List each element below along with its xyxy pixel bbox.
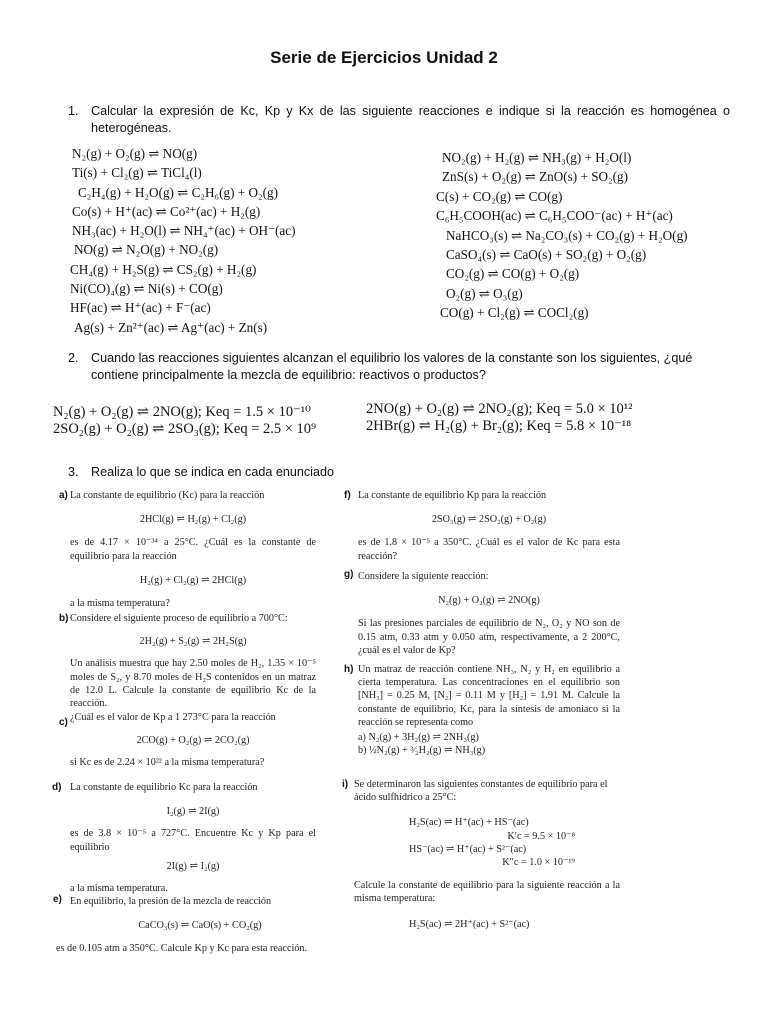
exercise-label: i) — [342, 779, 349, 790]
exercise-text: es de 1.8 × 10⁻⁵ a 350°C. ¿Cuál es el valor de Kc para esta reacción? — [358, 537, 620, 562]
question-3 — [68, 464, 468, 481]
exercise-g — [344, 569, 620, 657]
exercise-d — [52, 781, 316, 895]
exercise-equation: b) ½N₂(g) + ³⁄₂H₂(g) ⇌ NH₃(g) — [358, 745, 486, 757]
reaction: Ti(s) + Cl₂(g) ⇌ TiCl₄(l) — [72, 165, 202, 181]
reaction: NaHCO₃(s) ⇌ Na₂CO₃(s) + CO₂(g) + H₂O(g) — [446, 227, 688, 243]
reaction: C₂H₄(g) + H₂O(g) ⇌ C₂H₆(g) + O₂(g) — [78, 184, 279, 200]
reaction: NH₃(ac) + H₂O(l) ⇌ NH₄⁺(ac) + OH⁻(ac) — [72, 223, 296, 239]
question-text: Realiza lo que se indica en cada enunciado — [91, 465, 334, 479]
reaction: Ag(s) + Zn²⁺(ac) ⇌ Ag⁺(ac) + Zn(s) — [74, 319, 268, 335]
reaction: CO(g) + Cl₂(g) ⇌ COCl₂(g) — [440, 305, 589, 321]
exercise-equation: CaCO₃(s) ⇌ CaO(s) + CO₂(g) — [138, 920, 262, 932]
exercise-text: es de 4.17 × 10⁻³⁴ a 25°C. ¿Cuál es la constante de equilibrio para la reacción — [70, 537, 316, 562]
exercise-equation: H₂S(ac) ⇌ H⁺(ac) + HS⁻(ac) — [409, 817, 529, 829]
exercise-text: si Kc es de 2.24 × 10²² a la misma temperatura? — [70, 757, 265, 769]
exercise-equation: 2HCl(g) ⇌ H₂(g) + Cl₂(g) — [139, 514, 247, 526]
exercise-text: Si las presiones parciales de equilibrio de N₂, O₂ y NO son de 0.15 atm, 0.33 atm y 0.050 atm, respectivamente, a 2 200°C, ¿cuál es el valor de Kp? — [358, 618, 620, 656]
reaction: C₆H₅COOH(ac) ⇌ C₆H₅COO⁻(ac) + H⁺(ac) — [436, 208, 673, 224]
reaction: CH₄(g) + H₂S(g) ⇌ CS₂(g) + H₂(g) — [70, 261, 257, 277]
exercise-text: La constante de equilibrio Kc para la reacción — [70, 782, 258, 793]
exercise-text: La constante de equilibrio Kp para la reacción — [358, 490, 547, 501]
question-number: 1. — [68, 104, 79, 118]
exercise-text: es de 3.8 × 10⁻⁵ a 727°C. Encuentre Kc y Kp para el equilibrio — [70, 828, 316, 853]
exercise-text: Un análisis muestra que hay 2.50 moles de H₂, 1.35 × 10⁻⁵ moles de S₂, y 8.70 moles de H₂S contenidos en un matraz de 12.0 L. Calcule la constante de equilibrio Kc de la reacción. — [70, 658, 316, 710]
reaction-list-left — [70, 144, 296, 337]
reaction: Ni(CO)₄(g) ⇌ Ni(s) + CO(g) — [70, 281, 223, 297]
exercise-label: h) — [344, 664, 354, 675]
exercise-label: g) — [344, 569, 354, 580]
exercise-text: a la misma temperatura? — [70, 598, 170, 610]
page-title: Serie de Ejercicios Unidad 2 — [270, 48, 498, 67]
keq-list-left — [53, 404, 316, 438]
reaction: CO₂(g) ⇌ CO(g) + O₂(g) — [446, 266, 580, 282]
exercise-equation: a) N₂(g) + 3H₂(g) ⇌ 2NH₃(g) — [358, 732, 479, 744]
exercise-equation: 2I(g) ⇌ I₂(g) — [166, 860, 220, 872]
exercise-label: a) — [59, 490, 68, 501]
exercise-text: Un matraz de reacción contiene NH₃, N₂ y H₂ en equilibrio a cierta temperatura. Las concentraciones en el equilibrio son [NH₃] = 0.25 M, [N₂] = 0.11 M y [H₂] = 1.91 M. Calcule la constante de equilibrio, Kc, para la síntesis de amoniaco si la reacción se representa como — [358, 664, 620, 728]
exercise-equation: 2CO(g) + O₂(g) ⇌ 2CO₂(g) — [136, 735, 250, 747]
exercise-b — [59, 612, 316, 710]
reaction-keq: 2SO₂(g) + O₂(g) ⇌ 2SO₃(g); Keq = 2.5 × 10⁹ — [53, 421, 317, 437]
exercise-equation: H₂(g) + Cl₂(g) ⇌ 2HCl(g) — [139, 574, 247, 586]
exercise-text: Se determinaron las siguientes constantes de equilibrio para el ácido sulfhídrico a 25°C: — [354, 779, 608, 804]
question-number: 3. — [68, 465, 79, 479]
exercise-equation: I₂(g) ⇌ 2I(g) — [166, 806, 220, 818]
reaction: N₂(g) + O₂(g) ⇌ NO(g) — [72, 146, 198, 161]
exercise-i — [342, 778, 620, 931]
exercise-text: a la misma temperatura. — [70, 883, 168, 895]
exercise-label: c) — [59, 717, 68, 728]
exercise-a — [59, 489, 316, 610]
keq-list-right — [366, 401, 633, 435]
exercise-text: es de 0.105 atm a 350°C. Calcule Kp y Kc para esta reacción. — [56, 943, 308, 955]
exercise-text: ¿Cuál es el valor de Kp a 1 273°C para la reacción — [70, 712, 276, 723]
exercise-label: d) — [52, 782, 62, 793]
exercise-h — [344, 663, 620, 757]
question-1 — [68, 103, 730, 137]
reaction: NO(g) ⇌ N₂O(g) + NO₂(g) — [74, 242, 219, 258]
equilibrium-constant: K″c = 1.0 × 10⁻¹⁹ — [502, 857, 575, 869]
exercise-equation: 2H₂(g) + S₂(g) ⇌ 2H₂S(g) — [139, 636, 247, 648]
exercise-label: e) — [53, 894, 62, 905]
question-number: 2. — [68, 351, 79, 365]
exercise-label: b) — [59, 613, 69, 624]
reaction-list-right — [436, 148, 688, 323]
exercise-text: La constante de equilibrio (Kc) para la reacción — [70, 490, 265, 501]
question-2 — [68, 350, 732, 384]
exercise-e — [53, 894, 330, 956]
exercise-equation: 2SO₃(g) ⇌ 2SO₂(g) + O₂(g) — [431, 514, 547, 526]
exercise-label: f) — [344, 490, 351, 501]
question-text: Calcular la expresión de Kc, Kp y Kx de las siguiente reacciones e indique si la reacción es homogénea o heterogéneas. — [91, 104, 730, 135]
exercise-text: Calcule la constante de equilibrio para la siguiente reacción a la misma temperatura: — [354, 880, 620, 905]
reaction: C(s) + CO₂(g) ⇌ CO(g) — [436, 188, 563, 204]
exercise-text: Considere el siguiente proceso de equilibrio a 700°C: — [70, 613, 288, 624]
reaction-keq: 2NO(g) + O₂(g) ⇌ 2NO₂(g); Keq = 5.0 × 10¹² — [366, 401, 633, 417]
exercise-text: Considere la siguiente reacción: — [358, 571, 489, 582]
reaction: O₂(g) ⇌ O₃(g) — [446, 285, 523, 301]
reaction: Co(s) + H⁺(ac) ⇌ Co²⁺(ac) + H₂(g) — [72, 203, 261, 219]
exercise-equation: HS⁻(ac) ⇌ H⁺(ac) + S²⁻(ac) — [409, 843, 527, 855]
equilibrium-constant: K′c = 9.5 × 10⁻⁸ — [507, 830, 575, 842]
reaction: CaSO₄(s) ⇌ CaO(s) + SO₂(g) + O₂(g) — [446, 247, 647, 263]
exercise-equation: H₂S(ac) ⇌ 2H⁺(ac) + S²⁻(ac) — [409, 918, 530, 930]
reaction: ZnS(s) + O₂(g) ⇌ ZnO(s) + SO₂(g) — [442, 169, 629, 185]
question-text: Cuando las reacciones siguientes alcanzan el equilibrio los valores de la constante son los siguientes, ¿qué contiene principalmente la mezcla de equilibrio: reactivos o productos? — [91, 351, 693, 382]
exercise-text: En equilibrio, la presión de la mezcla de reacción — [70, 896, 272, 907]
exercise-c — [59, 711, 316, 770]
reaction-keq: 2HBr(g) ⇌ H₂(g) + Br₂(g); Keq = 5.8 × 10⁻¹⁸ — [366, 418, 632, 434]
reaction: NO₂(g) + H₂(g) ⇌ NH₃(g) + H₂O(l) — [442, 150, 632, 165]
reaction: HF(ac) ⇌ H⁺(ac) + F⁻(ac) — [70, 300, 211, 316]
exercise-f — [344, 489, 620, 563]
exercise-equation: N₂(g) + O₂(g) ⇌ 2NO(g) — [438, 595, 540, 607]
reaction-keq: N₂(g) + O₂(g) ⇌ 2NO(g); Keq = 1.5 × 10⁻¹⁰ — [53, 404, 311, 420]
